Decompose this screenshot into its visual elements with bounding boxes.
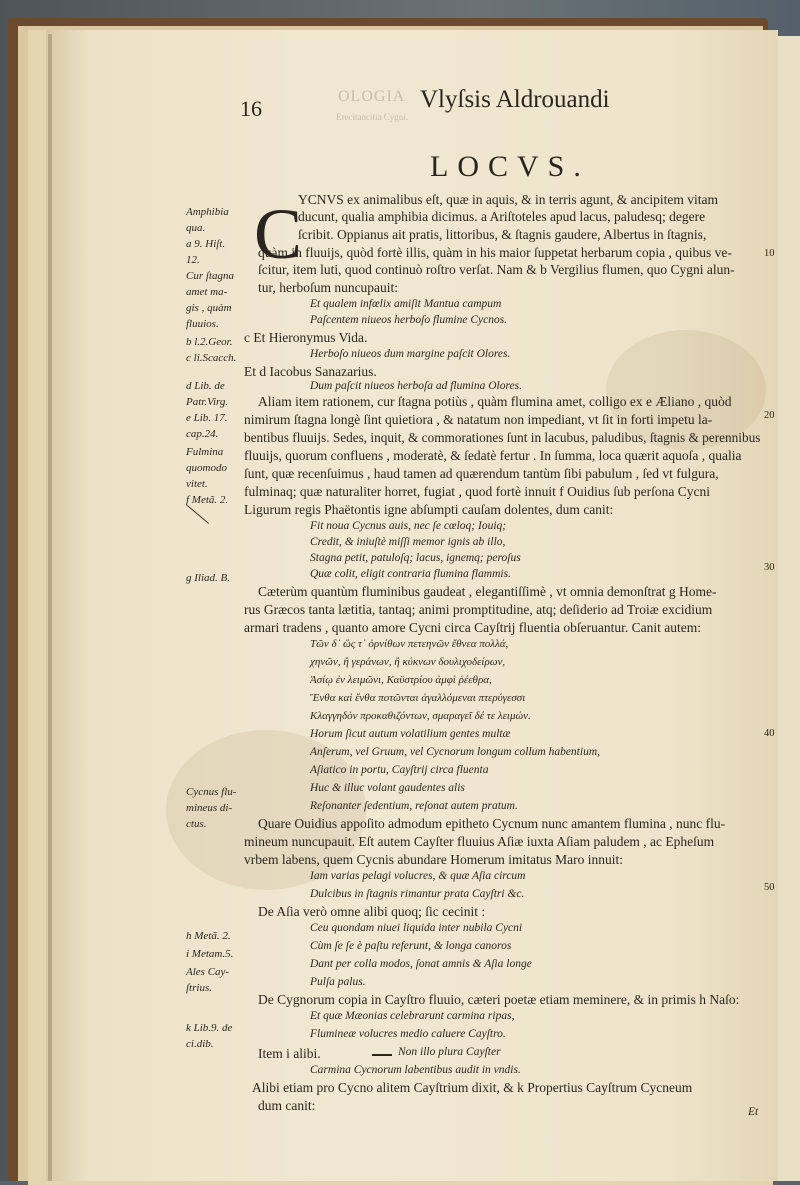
dash-rule: [372, 1054, 392, 1056]
verse-line: Quæ colit, eligit contraria flumina flammis.: [310, 568, 511, 580]
catchword: Et: [748, 1106, 759, 1118]
verse-line: Stagna petit, patuloſq; lacus, ignemq; peroſus: [310, 552, 521, 564]
verse-line: Non illo plura Cayſter: [398, 1046, 501, 1058]
line-number: 30: [764, 562, 775, 573]
body-line: bentibus fluuijs. Sedes, inquit, & commorationes ſunt in lacubus, paludibus, ſtagnis & perennibus: [244, 430, 761, 445]
verse-line: Herboſo niueos dum margine paſcit Olores.: [310, 348, 511, 360]
verse-line: Ceu quondam niuei liquida inter nubila Cycni: [310, 922, 523, 934]
margin-note: a 9. Hiſt.: [186, 238, 226, 250]
body-line: Item i alibi.: [258, 1046, 321, 1061]
margin-note: Patr.Virg.: [186, 396, 229, 408]
greek-verse-line: Τῶν δ᾽ ὥς τ᾽ ὀρνίθων πετεηνῶν ἔθνεα πολλά,: [310, 638, 509, 650]
body-line: fluuijs, quorum confluens , moderatè, & ſedatè fertur . In ſumma, loca quærit aquoſa , qualia: [244, 448, 742, 463]
body-line: YCNVS ex animalibus eſt, quæ in aquis, & in terris agunt, & ancipitem vitam: [298, 192, 718, 207]
body-line: vrbem labens, quem Cycnis abundare Homerum imitatus Maro innuit:: [244, 852, 624, 867]
margin-note: gis , quàm: [186, 302, 232, 314]
body-line: quàm in fluuijs, quòd fortè illis, quàm in his maior ſuppetat herbarum copia , quibus ve-: [258, 245, 732, 260]
verse-line: Credit, & iniuſtè miſſi memor ignis ab illo,: [310, 536, 506, 548]
verse-line: Dant per colla modos, ſonat amnis & Aſia longe: [310, 958, 532, 970]
verse-line: Pulſa palus.: [310, 976, 366, 988]
margin-note: g Iliad. B.: [186, 572, 230, 584]
body-line: Et d Iacobus Sanazarius.: [244, 364, 377, 379]
verse-line: Horum ſicut autum volatilium gentes multæ: [310, 728, 511, 740]
verse-line: Dum paſcit niueos herboſa ad flumina Olores.: [310, 380, 522, 392]
drop-cap: C: [254, 194, 303, 274]
bleed-through-text: OLOGIA: [338, 88, 406, 105]
body-line: c Et Hieronymus Vida.: [244, 330, 368, 345]
bleed-through-text: Erecitancitia Cygni.: [336, 112, 408, 122]
greek-verse-line: Ἀσίῳ ἐν λειμῶνι, Καϋστρίου ἀμφὶ ῥέεθρα,: [310, 674, 492, 686]
body-line: Ligurum regis Phaëtontis igne abſumpti cauſam dolentes, dum canit:: [244, 502, 614, 517]
body-line: nimirum ſtagna longè ſint quietiora , & natatum non impediant, vt ſit in forti impetu la-: [244, 412, 713, 427]
line-number: 20: [764, 410, 775, 421]
verse-line: Dulcibus in ſtagnis rimantur prata Cayſtri &c.: [310, 888, 525, 900]
verse-line: Huc & illuc volant gaudentes alis: [310, 782, 465, 794]
verse-line: Flumineæ volucres medio caluere Cayſtro.: [310, 1028, 506, 1040]
body-line: ducunt, qualia amphibia dicimus. a Ariſtoteles apud lacus, paludesq; degere: [298, 209, 706, 224]
margin-note: c li.Scacch.: [186, 352, 237, 364]
margin-note: ci.dib.: [186, 1038, 214, 1050]
body-line: Aliam item rationem, cur ſtagna potiùs , quàm flumina amet, colligo ex e Æliano , quòd: [258, 394, 732, 409]
body-line: Alibi etiam pro Cycno alitem Cayſtrium dixit, & k Propertius Cayſtrum Cycneum: [252, 1080, 693, 1095]
body-line: Quare Ouidius appoſito admodum epitheto Cycnum nunc amantem flumina , nunc flu-: [258, 816, 726, 831]
line-number: 50: [764, 882, 775, 893]
margin-note: ſtrius.: [186, 982, 212, 994]
greek-verse-line: Ἔνθα καὶ ἔνθα ποτῶνται ἀγαλλόμεναι πτερύγεσσι: [310, 692, 526, 704]
page-fold: [48, 34, 52, 1181]
margin-note: ctus.: [186, 818, 207, 830]
margin-note: mineus di-: [186, 802, 233, 814]
body-line: mineum nuncupauit. Eſt autem Cayſter fluuius Aſiæ iuxta Aſiam paludem , ac Epheſum: [244, 834, 715, 849]
verse-line: Et qualem infœlix amiſit Mantua campum: [310, 298, 502, 310]
body-line: Cæterùm quantùm fluminibus gaudeat , elegantiſſimè , vt omnia demonſtrat g Home-: [258, 584, 717, 599]
running-head: Vlyſsis Aldrouandi: [420, 86, 610, 113]
verse-line: Reſonanter ſedentium, reſonat autem pratum.: [310, 800, 518, 812]
margin-note: i Metam.5.: [186, 948, 234, 960]
body-line: rus Græcos tanta lætitia, tantaq; animi promptitudine, atq; deſiderio ad Troiæ excidium: [244, 602, 713, 617]
margin-note: h Metã. 2.: [186, 930, 231, 942]
margin-note: Fulmina: [186, 446, 224, 458]
verse-line: Aſiatico in portu, Cayſtrij circa fluenta: [310, 764, 489, 776]
verse-line: Cùm ſe ſe è paſtu referunt, & longa canoros: [310, 940, 512, 952]
greek-verse-line: Κλαγγηδὸν προκαθιζόντων, σμαραγεῖ δέ τε λειμών.: [310, 710, 531, 722]
margin-note: e Lib. 17.: [186, 412, 228, 424]
margin-note: Cycnus flu-: [186, 786, 237, 798]
margin-note: qua.: [186, 222, 206, 234]
facing-page-edge: [778, 36, 800, 1181]
verse-line: Anſerum, vel Gruum, vel Cycnorum longum collum habentium,: [310, 746, 601, 758]
margin-note: Ales Cay-: [186, 966, 230, 978]
body-line: De Aſia verò omne alibi quoq; ſic cecinit :: [258, 904, 486, 919]
verse-line: Carmina Cycnorum labentibus audit in vndis.: [310, 1064, 521, 1076]
margin-note: d Lib. de: [186, 380, 225, 392]
greek-verse-line: χηνῶν, ἢ γεράνων, ἢ κύκνων δουλιχοδείρων,: [310, 656, 506, 668]
margin-note: quomodo: [186, 462, 227, 474]
body-line: ſunt, quæ recenſuimus , haud tamen ad quærendum tantùm ſibi pabulum , ſed vt fulgura,: [244, 466, 719, 481]
body-line: dum canit:: [258, 1098, 316, 1113]
body-line: De Cygnorum copia in Cayſtro fluuio, cæteri poetæ etiam meminere, & in primis h Naſo:: [258, 992, 740, 1007]
body-line: fulminaq; quæ naturaliter horret, fugiat , quod fortè innuit f Ouidius ſub perſona Cycni: [244, 484, 711, 499]
page-number: 16: [240, 96, 262, 121]
verse-line: Paſcentem niueos herboſo flumine Cycnos.: [310, 314, 508, 326]
margin-note: fluuios.: [186, 318, 219, 330]
margin-note: 12.: [186, 254, 200, 266]
margin-note: b l.2.Geor.: [186, 336, 233, 348]
margin-note: amet ma-: [186, 286, 228, 298]
body-line: armari tradens , quanto amore Cycni circa Cayſtrij fluentia obſeruantur. Canit autem:: [244, 620, 701, 635]
verse-line: Fit noua Cycnus auis, nec ſe cœloq; Iouiq;: [310, 520, 507, 532]
body-line: ſcribit. Oppianus ait pratis, littoribus, & ſtagnis gaudere, Albertus in ſtagnis,: [298, 227, 707, 242]
margin-note: k Lib.9. de: [186, 1022, 233, 1034]
margin-note: Amphibia: [186, 206, 229, 218]
body-line: ſcitur, item luti, quod continuò roſtro verſat. Nam & b Vergilius flumen, quo Cygni alun-: [258, 262, 735, 277]
margin-note: f Metã. 2.: [186, 494, 229, 506]
section-title: LOCVS.: [430, 150, 590, 183]
body-line: tur, herboſum nuncupauit:: [258, 280, 399, 295]
verse-line: Iam varias pelagi volucres, & quæ Aſia circum: [310, 870, 526, 882]
line-number: 10: [764, 248, 775, 259]
line-number: 40: [764, 728, 775, 739]
margin-note: Cur ſtagna: [186, 270, 234, 282]
margin-note: cap.24.: [186, 428, 219, 440]
verse-line: Et quæ Mæonias celebrarunt carmina ripas,: [310, 1010, 515, 1022]
margin-note: vitet.: [186, 478, 208, 490]
